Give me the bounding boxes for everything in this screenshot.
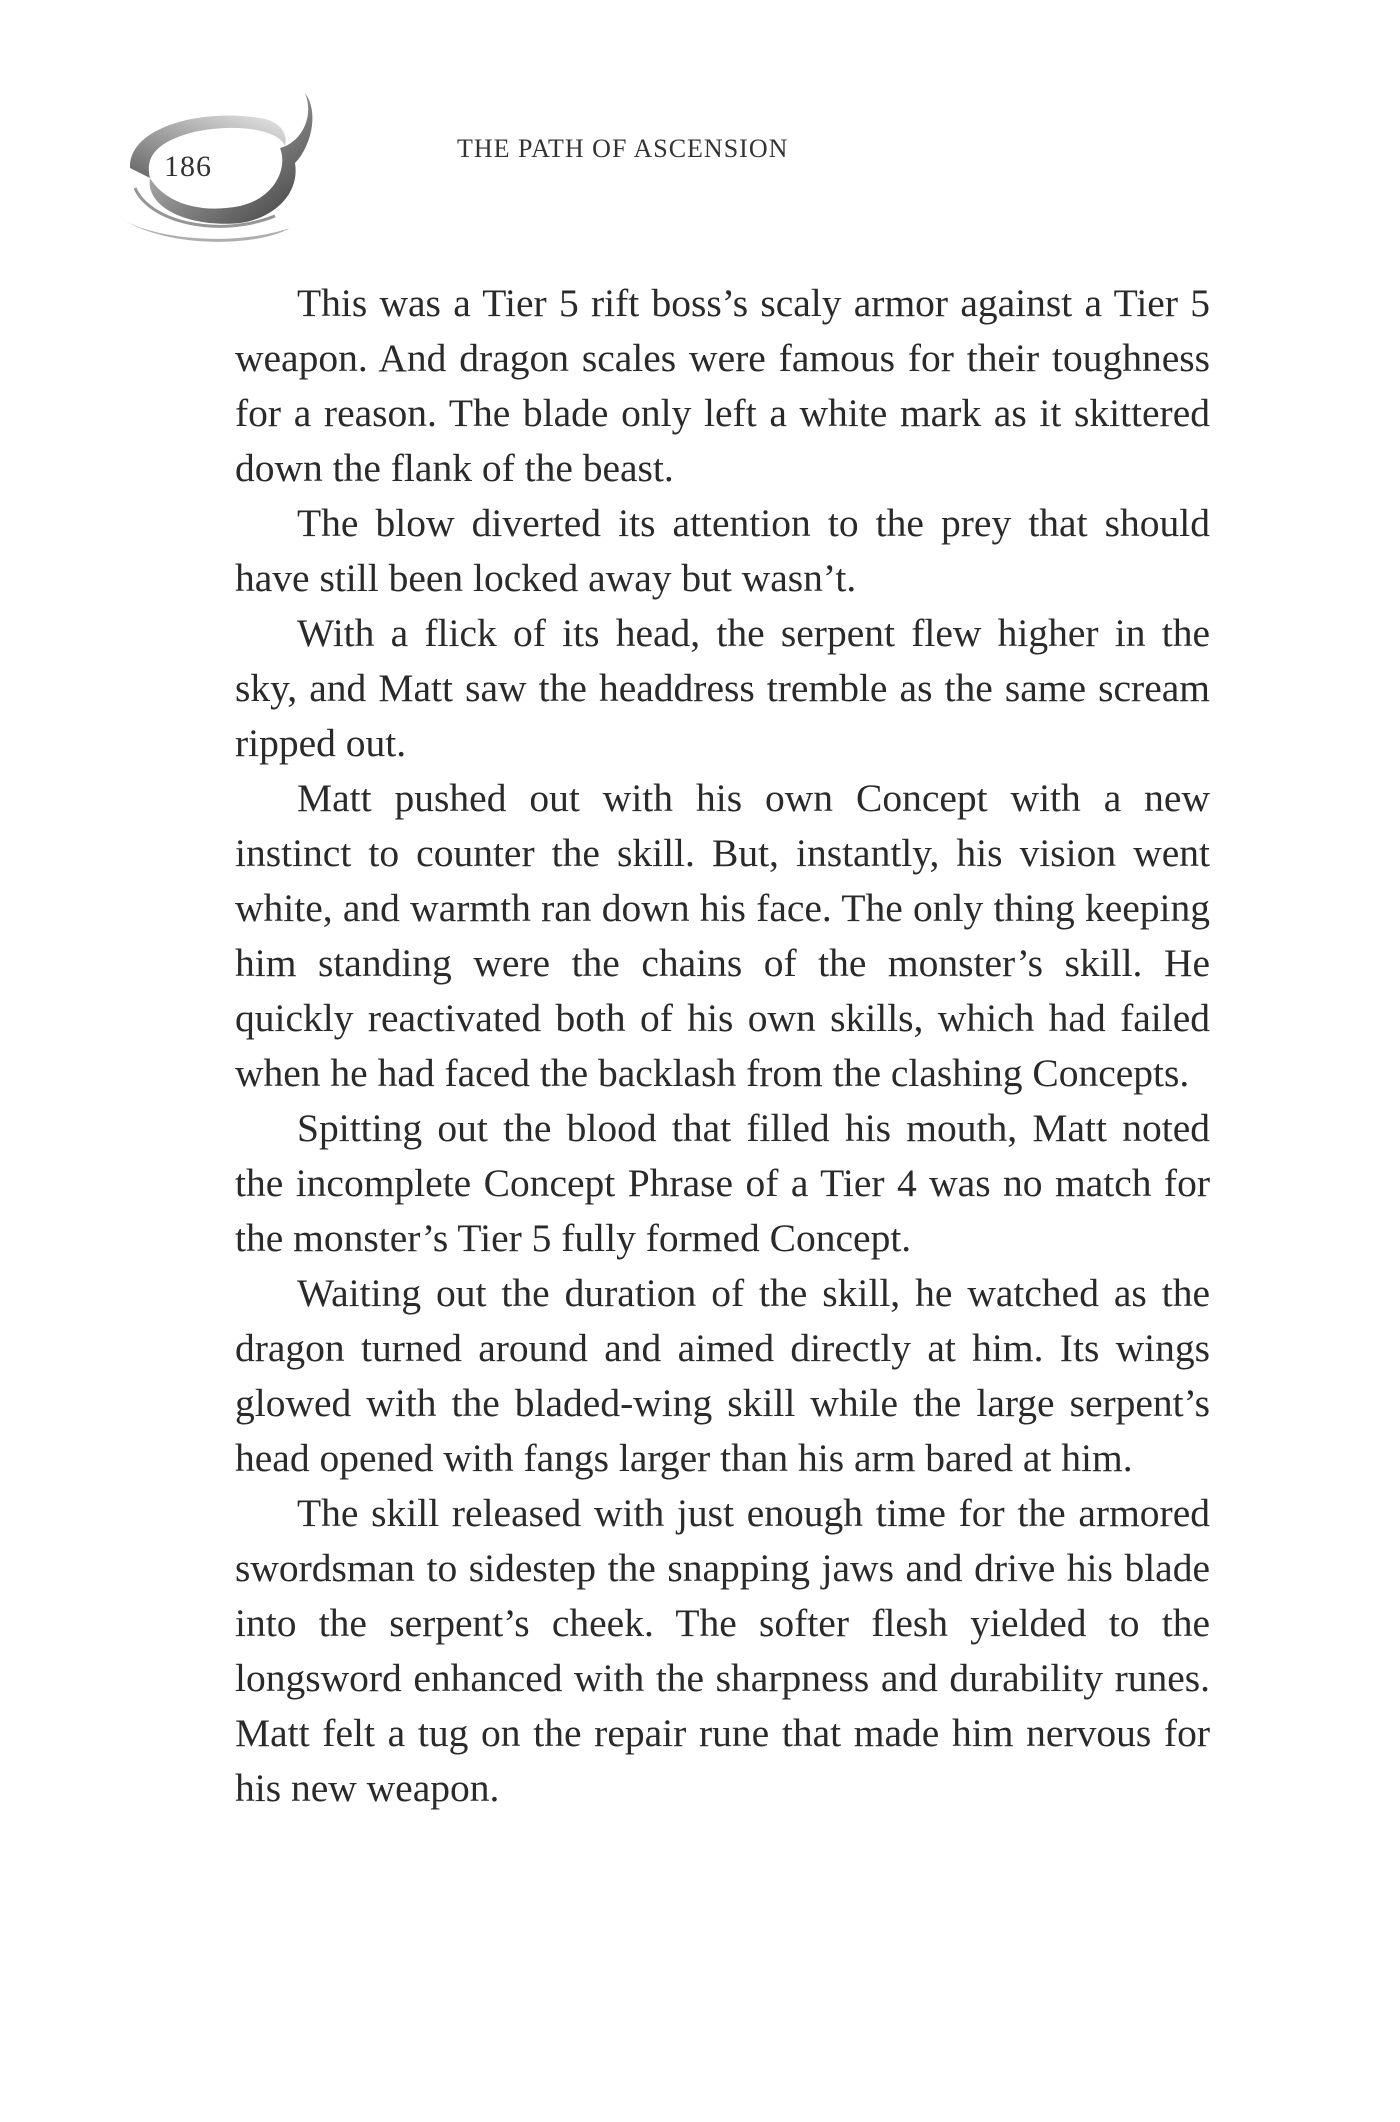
paragraph: With a flick of its head, the serpent flew higher in the sky, and Matt saw the headdress tremble as the same scream ripped out. [235,611,1210,765]
paragraph: The skill released with just enough time for the armored swordsman to sidestep the snapping jaws and drive his blade into the serpent’s cheek. The softer flesh yielded to the longsword enhanced with the sharpness and durability runes. Matt felt a tug on the repair rune that made him nervous for his new weapon. [235,1491,1210,1810]
paragraph: This was a Tier 5 rift boss’s scaly armor against a Tier 5 weapon. And dragon scales were famous for their toughness for a reason. The blade only left a white mark as it skittered down the flank of the beast. [235,281,1210,490]
swirl-ornament-icon [110,88,320,258]
paragraph: Matt pushed out with his own Concept with a new instinct to counter the skill. But, instantly, his vision went white, and warmth ran down his face. The only thing keeping him standing were the chains of the monster’s skill. He quickly reactivated both of his own skills, which had failed when he had faced the backlash from the clashing Concepts. [235,776,1210,1095]
body-text [235,276,1210,1816]
paragraph: Waiting out the duration of the skill, he watched as the dragon turned around and aimed directly at him. Its wings glowed with the bladed-wing skill while the large serpent’s head opened with fangs larger than his arm bared at him. [235,1271,1210,1480]
paragraph: The blow diverted its attention to the prey that should have still been locked away but wasn’t. [235,501,1210,600]
paragraph: Spitting out the blood that filled his mouth, Matt noted the incomplete Concept Phrase of a Tier 4 was no match for the monster’s Tier 5 fully formed Concept. [235,1106,1210,1260]
running-head: THE PATH OF ASCENSION [457,134,789,163]
page-number: 186 [164,150,212,183]
page-header [0,0,1400,260]
